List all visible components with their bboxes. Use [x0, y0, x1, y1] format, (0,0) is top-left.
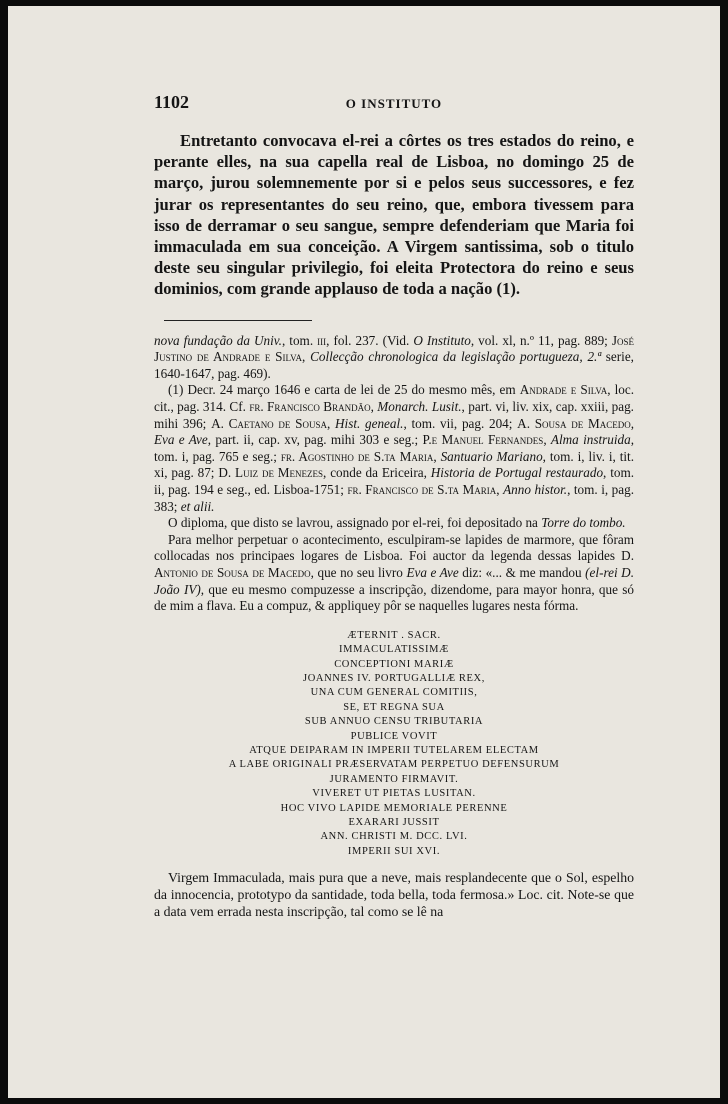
- fn-title: Hist. geneal.: [335, 415, 404, 431]
- fn-text: ,: [326, 415, 335, 431]
- fn-title: Collecção chronologica da legislação portugueza, 2.ª: [310, 349, 601, 365]
- fn-author: D. Luiz de Menezes: [218, 465, 324, 481]
- main-paragraph: Entretanto convocava el-rei a côrtes os tres estados do reino, e perante elles, na sua capella real de Lisboa, no domingo 25 de março, jurou solemnemente por si e pelos seus successores, e fez jurar os representantes do seu reino, que, embora tivessem para isso de derramar o seu sangue, sempre defenderiam que Maria foi immaculada em sua conceição. A Virgem santissima, sob o titulo deste seu singular privilegio, foi eleita Protectora do reino e seus dominios, com grande applauso de toda a nação (1).: [154, 131, 634, 299]
- fn-text: , tom. vii, pag. 204;: [403, 415, 518, 431]
- inscription-line: UNA CUM GENERAL COMITIIS,: [310, 687, 478, 699]
- closing-paragraph: Virgem Immaculada, mais pura que a neve, mais resplandecente que o Sol, espelho da innocencia, prototypo da santidade, toda bella, toda fermosa.» Loc. cit. Note-se que a data vem errada nesta inscripção, tal como se lê na: [154, 870, 634, 920]
- footnote-1: [154, 382, 634, 515]
- fn-text: ,: [433, 448, 441, 464]
- inscription-line: IMMACULATISSIMÆ: [339, 644, 449, 656]
- fn-text: , tom. ii, pag. 194 e seg., ed. Lisboa-1751;: [154, 465, 635, 497]
- fn-author: A. Sousa de Macedo: [517, 415, 631, 431]
- fn-text: , fol. 237. (Vid.: [326, 332, 414, 348]
- fn-text: , tom. i, pag. 765 e seg.;: [154, 432, 634, 464]
- inscription-line: VIVERET UT PIETAS LUSITAN.: [312, 788, 476, 800]
- fn-text: ,: [370, 399, 378, 414]
- latin-inscription: [154, 629, 634, 860]
- fn-title: Anno histor.: [503, 481, 568, 497]
- fn-text: (el-rei D. João IV): [154, 564, 634, 597]
- fn-author: P.e Manuel Fernandes: [422, 432, 544, 448]
- fn-text: diz: «... & me mandou: [458, 564, 586, 580]
- footnotes: [154, 333, 634, 921]
- fn-author: D. Antonio de Sousa de Macedo: [154, 548, 634, 580]
- fn-title: Eva e Ave: [406, 564, 459, 580]
- running-head: [154, 92, 634, 118]
- fn-text: , part. ii, cap. xv, pag. mihi 303 e seg.;: [207, 432, 423, 448]
- fn-text: ,: [496, 481, 504, 497]
- fn-author: fr. Francisco de S.ta Maria: [347, 481, 497, 497]
- fn-text: et alii.: [180, 498, 215, 514]
- running-title: O INSTITUTO: [345, 96, 443, 111]
- inscription-line: JURAMENTO FIRMAVIT.: [329, 773, 459, 785]
- fn-text: , tom. i, liv. i, tit. xi, pag. 87;: [154, 448, 634, 481]
- inscription-line: ÆTERNIT . SACR.: [347, 629, 441, 641]
- inscription-line: ANN. CHRISTI M. DCC. LVI.: [320, 831, 468, 843]
- fn-title: Alma instruida: [550, 432, 631, 448]
- fn-text: , loc. cit., pag. 314. Cf.: [154, 382, 634, 414]
- fn-author: A. Caetano de Sousa: [211, 415, 327, 431]
- footnote-lapides: [154, 532, 634, 615]
- inscription-line: SUB ANNUO CENSU TRIBUTARIA: [304, 716, 484, 728]
- fn-text: , tom. i, pag. 383;: [154, 481, 635, 514]
- fn-text: O diploma, que disto se lavrou, assignado por el-rei, foi depositado na: [168, 515, 542, 531]
- fn-text: Para melhor perpetuar o acontecimento, esculpiram-se lapides de marmore, que fôram collocadas nos principaes logares de Lisboa. Foi auctor da legenda dessas lapides: [154, 531, 634, 564]
- fn-text: O Instituto: [413, 332, 471, 348]
- fn-author: José Justino de Andrade e Silva: [154, 332, 635, 365]
- inscription-line: HOC VIVO LAPIDE MEMORIALE PERENNE: [280, 802, 508, 814]
- fn-text: nova fundação da Univ.: [154, 332, 282, 348]
- fn-text: , que no seu livro: [310, 564, 407, 580]
- fn-text: iii: [317, 332, 327, 348]
- fn-text: ,: [301, 349, 311, 365]
- fn-author: fr. Agostinho de S.ta Maria: [280, 448, 434, 464]
- fn-text: ,: [543, 432, 551, 448]
- fn-text: ,: [630, 415, 635, 431]
- inscription-line: A LABE ORIGINALI PRÆSERVATAM PERPETUO DEFENSURUM: [228, 759, 560, 771]
- fn-author: fr. Francisco Brandão: [249, 399, 371, 414]
- fn-text: serie, 1640-1647, pag. 469).: [154, 349, 634, 381]
- page-content: [154, 92, 634, 920]
- fn-title: Santuario Mariano: [440, 448, 543, 464]
- fn-text: (1) Decr. 24 março 1646 e carta de lei de 25 do mesmo mês, em: [168, 382, 520, 398]
- footnote-divider: [164, 320, 312, 321]
- fn-title: Eva e Ave: [154, 432, 208, 448]
- scanned-page: [8, 6, 720, 1098]
- fn-title: Monarch. Lusit.: [377, 399, 462, 414]
- fn-title: Historia de Portugal restaurado: [430, 465, 604, 481]
- inscription-line: JOANNES IV. PORTUGALLIÆ REX,: [303, 672, 485, 684]
- footnote-diploma: [154, 515, 634, 532]
- footnote-continued: [154, 333, 634, 383]
- fn-text: , vol. xl, n.º 11, pag. 889;: [470, 332, 612, 348]
- inscription-line: CONCEPTIONI MARIÆ: [334, 658, 454, 670]
- inscription-line: EXARARI JUSSIT: [348, 817, 440, 828]
- fn-text: , que eu mesmo compuzesse a inscripção, dizendome, para mayor honra, que só de mim a flava. Eu a compuz, & appliquey pôr se naquelles lugares nesta fórma.: [154, 581, 634, 614]
- inscription-line: PUBLICE VOVIT: [350, 730, 438, 742]
- inscription-line: SE, ET REGNA SUA: [343, 701, 445, 713]
- fn-text: , part. vi, liv. xix, cap. xxiii, pag. mihi 396;: [154, 399, 634, 431]
- page-number: 1102: [154, 92, 190, 112]
- fn-title: Torre do tombo.: [541, 515, 626, 531]
- fn-author: Andrade e Silva: [519, 382, 608, 398]
- inscription-line: ATQUE DEIPARAM IN IMPERII TUTELAREM ELECTAM: [249, 744, 539, 756]
- inscription-line: IMPERII SUI XVI.: [347, 845, 441, 857]
- fn-text: , conde da Ericeira,: [323, 465, 431, 481]
- fn-text: , tom.: [281, 332, 318, 348]
